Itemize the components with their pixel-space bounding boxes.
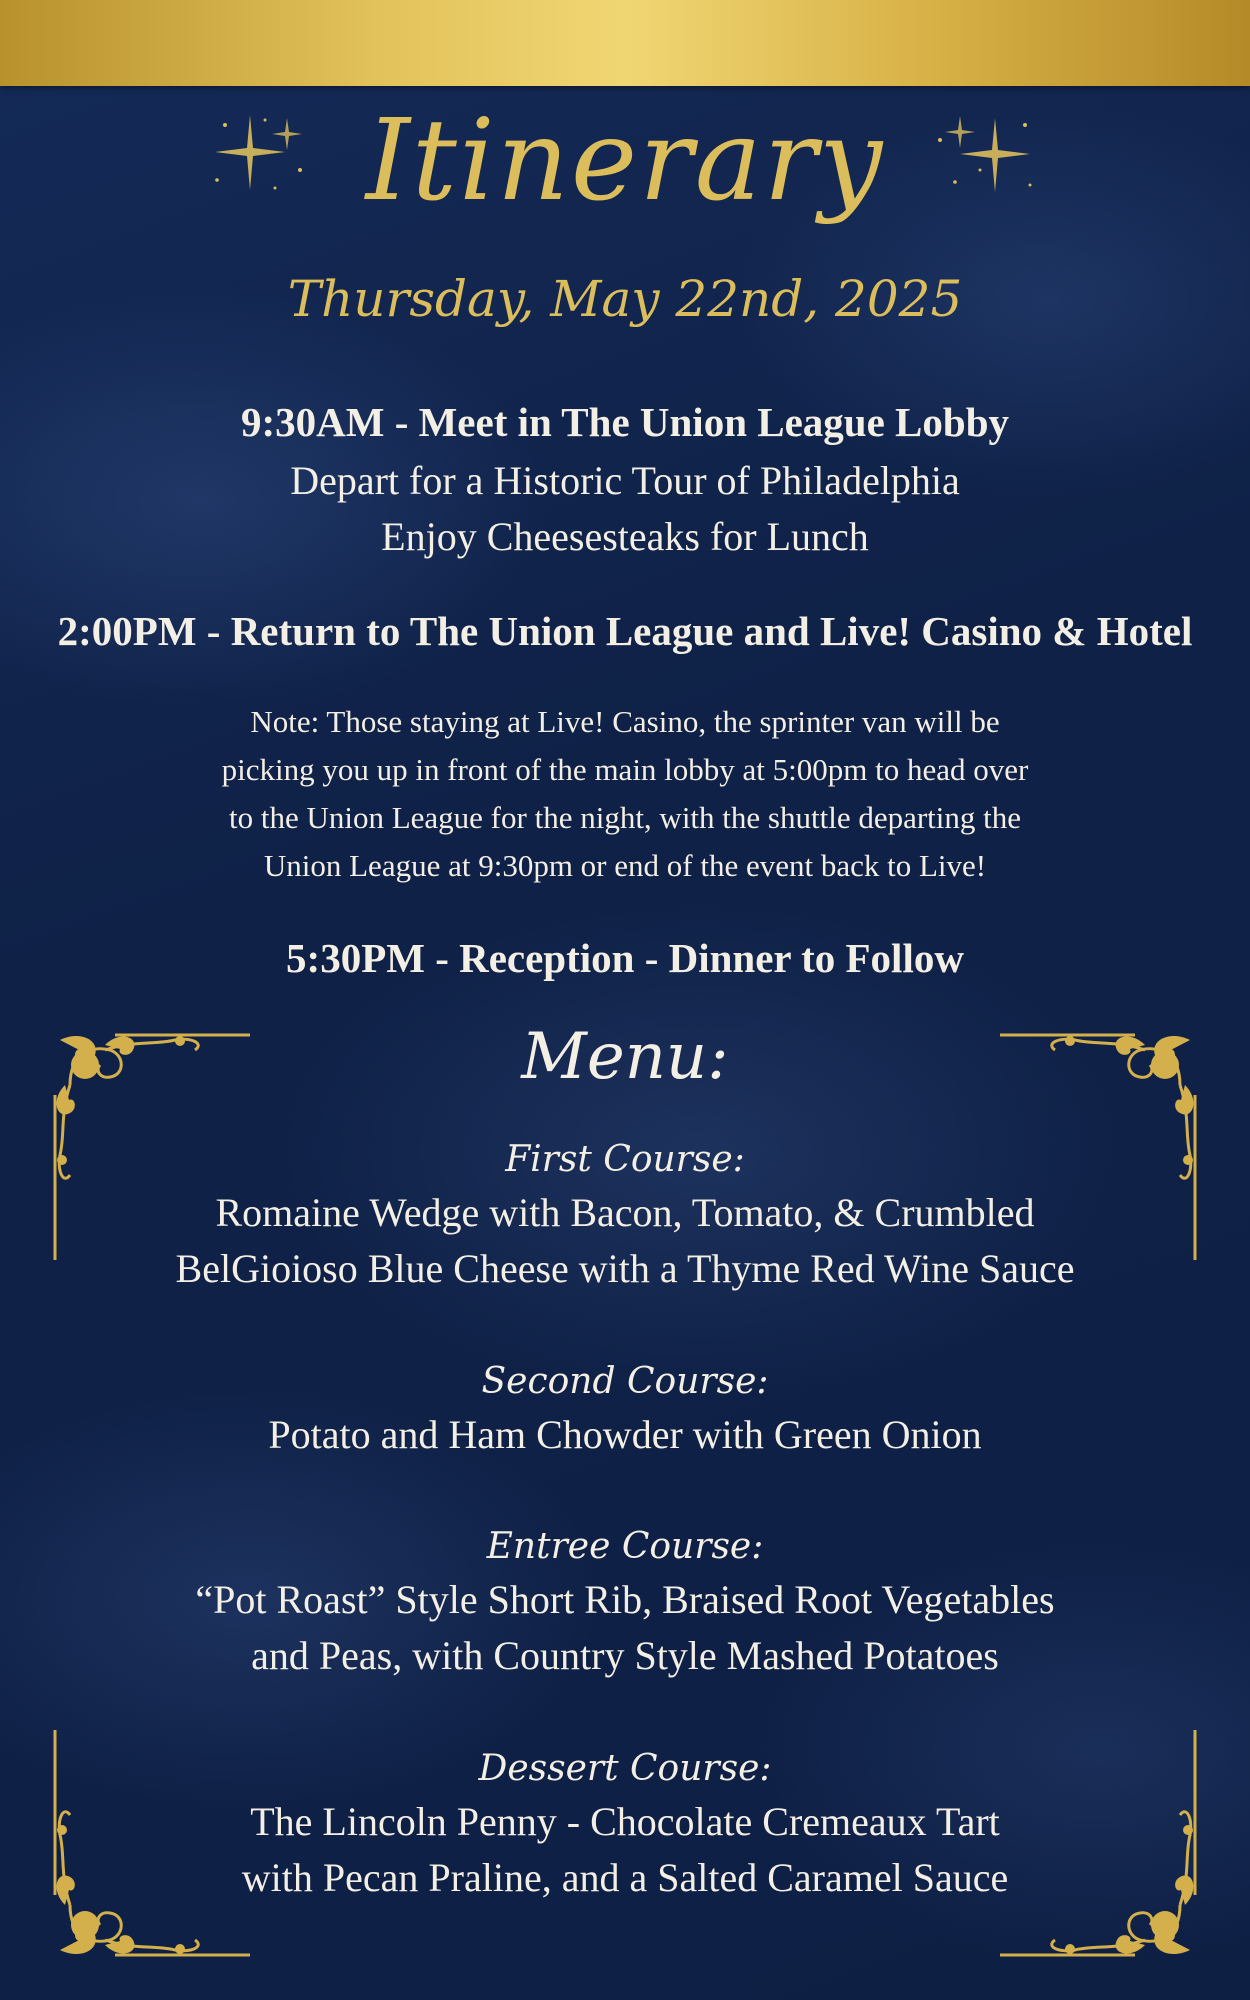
course-label: Second Course: [481, 1361, 769, 1402]
course-line: Romaine Wedge with Bacon, Tomato, & Crumbled [215, 1189, 1035, 1235]
page-title: Itinerary [365, 96, 885, 226]
schedule-heading: 9:30AM - Meet in The Union League Lobby [240, 399, 1009, 445]
note-line: to the Union League for the night, with the shuttle departing the [228, 800, 1022, 836]
schedule-heading: 2:00PM - Return to The Union League and Live! Casino & Hotel [57, 608, 1193, 654]
ornament-corner-icon-top-left [45, 1025, 260, 1265]
menu-course-second [0, 1358, 1250, 1463]
note-line: Note: Those staying at Live! Casino, the sprinter van will be [250, 704, 1000, 739]
note-line: picking you up in front of the main lobby at 5:00pm to head over [221, 752, 1029, 788]
schedule-morning [0, 398, 1250, 565]
shuttle-note [0, 698, 1250, 890]
schedule-line: Depart for a Historic Tour of Philadelphia [290, 458, 960, 504]
event-date: Thursday, May 22nd, 2025 [287, 270, 963, 328]
schedule-evening [0, 934, 1250, 983]
gold-header-band [0, 0, 1250, 86]
schedule-heading: 5:30PM - Reception - Dinner to Follow [286, 935, 964, 981]
course-line: The Lincoln Penny - Chocolate Cremeaux Tart [250, 1798, 1000, 1844]
menu-title: Menu: [521, 1020, 729, 1094]
course-line: and Peas, with Country Style Mashed Potatoes [251, 1633, 999, 1679]
ornament-corner-icon-bottom-right [990, 1725, 1205, 1965]
course-line: “Pot Roast” Style Short Rib, Braised Root Vegetables [195, 1576, 1055, 1622]
note-line: Union League at 9:30pm or end of the event back to Live! [263, 848, 987, 884]
course-label: First Course: [505, 1139, 745, 1180]
ornament-corner-icon-bottom-left [45, 1725, 260, 1965]
course-label: Dessert Course: [478, 1748, 772, 1789]
schedule-afternoon [0, 607, 1250, 656]
ornament-corner-icon-top-right [990, 1025, 1205, 1265]
course-line: Potato and Ham Chowder with Green Onion [268, 1411, 982, 1457]
course-label: Entree Course: [486, 1526, 764, 1567]
course-line: BelGioioso Blue Cheese with a Thyme Red Wine Sauce [175, 1246, 1075, 1292]
schedule-line: Enjoy Cheesesteaks for Lunch [381, 514, 869, 560]
course-line: with Pecan Praline, and a Salted Caramel Sauce [241, 1855, 1009, 1901]
menu-course-entree [0, 1523, 1250, 1685]
